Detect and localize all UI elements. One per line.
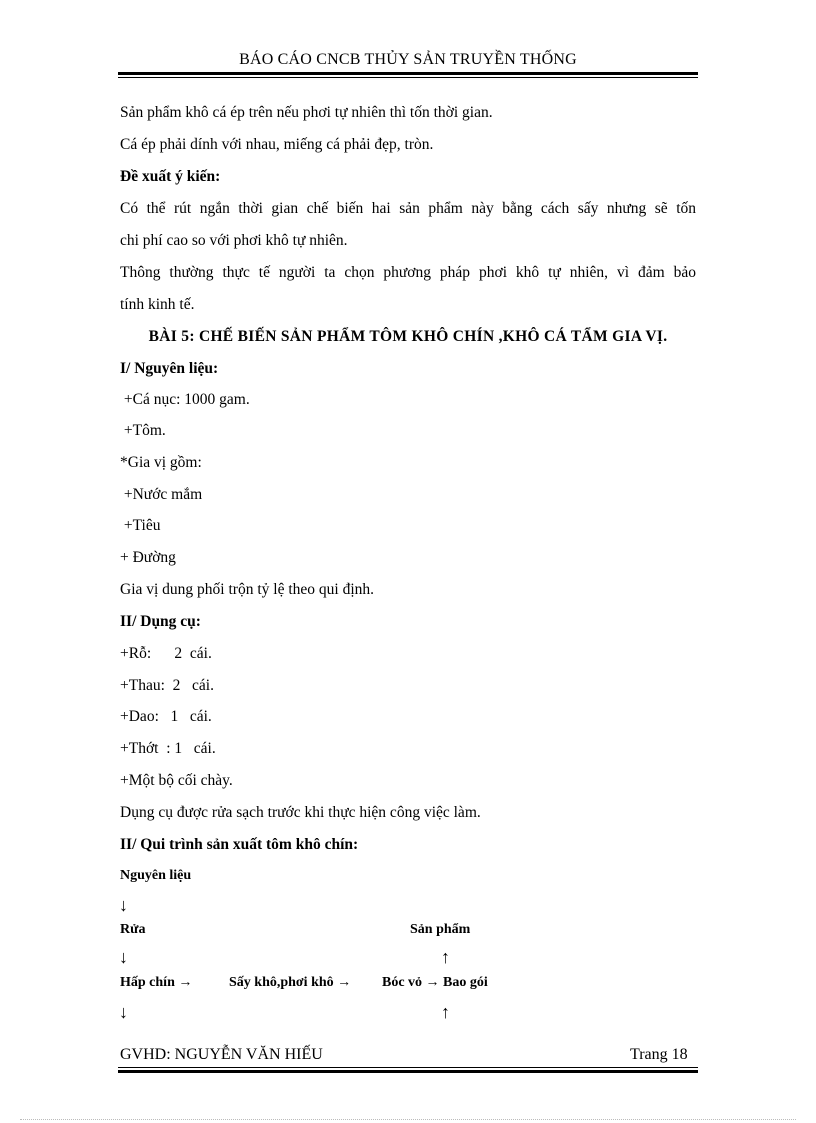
paragraph-4-line-1: Thông thường thực tế người ta chọn phương pháp phơi khô tự nhiên, vì đảm bảo: [120, 264, 696, 281]
tool-item: +Dao: 1 cái.: [120, 708, 212, 725]
arrow-up-icon: ↑: [441, 947, 450, 967]
arrow-up-icon: ↑: [441, 1002, 450, 1022]
ingredient-item: +Tiêu: [120, 517, 161, 534]
arrow-down-icon: ↓: [119, 947, 128, 967]
lesson-title: BÀI 5: CHẾ BIẾN SẢN PHẨM TÔM KHÔ CHÍN ,KHÔ CÁ TẨM GIA VỊ.: [148, 328, 668, 345]
tool-item: +Thau: 2 cái.: [120, 677, 214, 694]
section-tools-heading: II/ Dụng cụ:: [120, 613, 201, 630]
section-process-heading: II/ Qui trình sản xuất tôm khô chín:: [120, 836, 359, 853]
paragraph-3-line-1: Có thể rút ngắn thời gian chế biến hai sản phẩm này bằng cách sấy nhưng sẽ tốn: [120, 200, 696, 217]
footer-instructor: GVHD: NGUYỄN VĂN HIẾU: [120, 1046, 323, 1063]
footer-page-number: Trang 18: [630, 1046, 688, 1063]
paragraph-1: Sản phẩm khô cá ép trên nếu phơi tự nhiên thì tốn thời gian.: [120, 104, 493, 121]
ingredient-item: +Tôm.: [120, 422, 166, 439]
tool-item: +Rỗ: 2 cái.: [120, 645, 212, 662]
arrow-down-icon: ↓: [119, 1002, 128, 1022]
flow-product: Sản phẩm: [410, 922, 471, 937]
page-edge-divider: [20, 1119, 796, 1120]
paragraph-4-line-2: tính kinh tế.: [120, 296, 195, 313]
footer-rule-thick: [118, 1070, 698, 1073]
paragraph-2: Cá ép phải dính với nhau, miếng cá phải đẹp, tròn.: [120, 136, 434, 153]
ingredients-note: Gia vị dung phối trộn tỷ lệ theo qui định.: [120, 581, 375, 598]
footer-rule-thin: [118, 1067, 698, 1068]
flow-dry: Sấy khô,phơi khô →: [229, 975, 352, 990]
ingredient-item: +Nước mắm: [120, 486, 203, 503]
tool-item: +Thớt : 1 cái.: [120, 740, 216, 757]
flow-raw-material: Nguyên liệu: [120, 868, 192, 883]
header-rule-thick: [118, 72, 698, 75]
proposal-heading: Đề xuất ý kiến:: [120, 168, 221, 185]
paragraph-3-line-2: chi phí cao so với phơi khô tự nhiên.: [120, 232, 348, 249]
ingredient-item: *Gia vị gồm:: [120, 454, 202, 471]
tool-item: +Một bộ cối chày.: [120, 772, 233, 789]
tools-note: Dụng cụ được rửa sạch trước khi thực hiện công việc làm.: [120, 804, 481, 821]
ingredient-item: +Cá nục: 1000 gam.: [120, 391, 250, 408]
arrow-down-icon: ↓: [119, 895, 128, 915]
flow-wash: Rửa: [120, 922, 146, 937]
ingredient-item: + Đường: [120, 549, 176, 566]
section-ingredients-heading: I/ Nguyên liệu:: [120, 360, 219, 377]
flow-steam: Hấp chín →: [120, 975, 193, 990]
page-header-title: BÁO CÁO CNCB THỦY SẢN TRUYỀN THỐNG: [239, 51, 577, 68]
header-rule-thin: [118, 77, 698, 78]
flow-peel-pack: Bóc vỏ → Bao gói: [382, 975, 488, 990]
